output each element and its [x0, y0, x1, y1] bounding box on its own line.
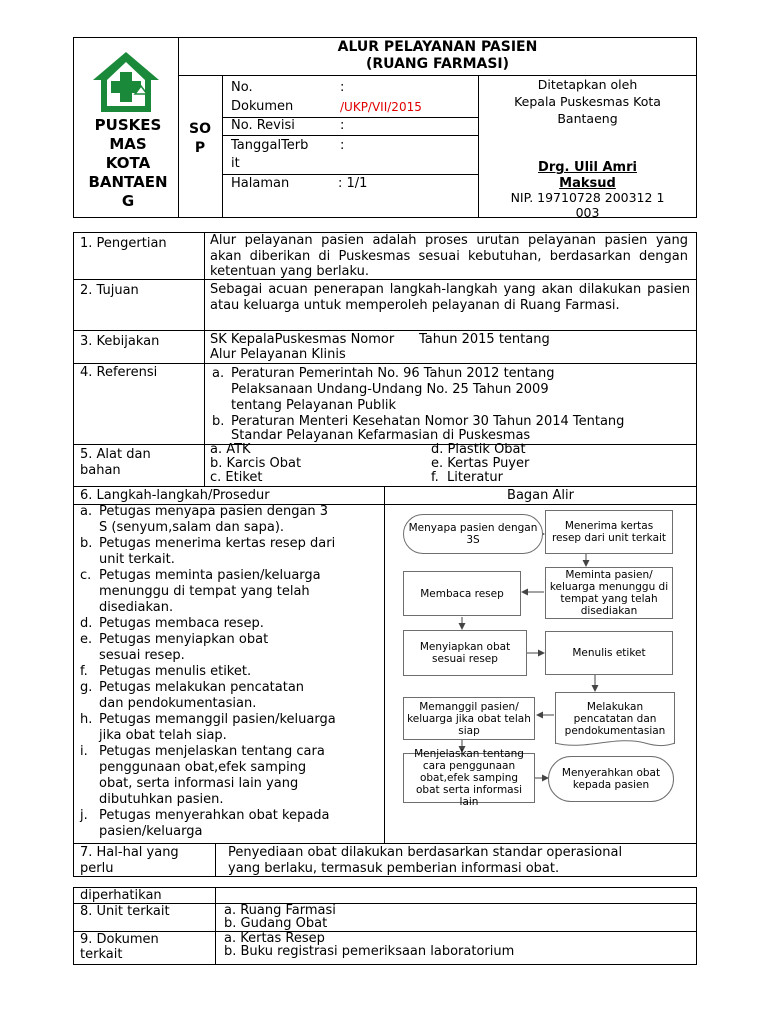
- referensi-b-marker: b.: [212, 414, 225, 429]
- field-halaman-value: : 1/1: [338, 176, 368, 191]
- step-d: d. Petugas membaca resep.: [80, 616, 264, 631]
- flow-node-membaca: Membaca resep: [403, 571, 521, 616]
- field-halaman-label: Halaman: [231, 176, 290, 191]
- referensi-a-marker: a.: [212, 366, 225, 381]
- flow-node-menyerahkan: Menyerahkan obat kepada pasien: [548, 756, 674, 802]
- section-hal-label-2: perlu: [80, 861, 114, 876]
- flow-node-menulis: Menulis etiket: [545, 631, 673, 675]
- alat-item-b: b. Karcis Obat: [210, 456, 302, 471]
- alat-item-d: d. Plastik Obat: [431, 442, 526, 457]
- section-kebijakan-line2: Alur Pelayanan Klinis: [210, 347, 346, 362]
- step-e: e. Petugas menyiapkan obat sesuai resep.: [80, 632, 269, 663]
- section-alat-label-2: bahan: [80, 463, 121, 478]
- org-name: PUSKES MAS KOTA BANTAEN G: [88, 116, 168, 210]
- step-a: a. Petugas menyapa pasien dengan 3 S (senyum,salam dan sapa).: [80, 504, 329, 535]
- section-referensi-label: 4. Referensi: [80, 365, 158, 380]
- unit-terkait-item-a: a. Ruang Farmasi: [224, 903, 336, 918]
- dokumen-terkait-label-2: terkait: [80, 947, 123, 962]
- field-revisi-label: No. Revisi: [231, 118, 295, 133]
- flow-node-memanggil: Memanggil pasien/ keluarga jika obat telah siap: [403, 697, 535, 740]
- flow-node-menyiapkan: Menyiapkan obat sesuai resep: [403, 630, 527, 676]
- dokumen-terkait-item-b: b. Buku registrasi pemeriksaan laboratorium: [224, 944, 515, 959]
- dokumen-terkait-label-1: 9. Dokumen: [80, 932, 159, 947]
- flow-node-menjelaskan: Menjelaskan tentang cara penggunaan obat,efek samping obat serta informasi lain: [403, 753, 535, 803]
- page2-continued-label: diperhatikan: [80, 888, 162, 903]
- alat-item-c: c. Etiket: [210, 470, 263, 485]
- flow-node-menerima: Menerima kertas resep dari unit terkait: [545, 510, 673, 554]
- section-kebijakan-label: 3. Kebijakan: [80, 334, 160, 349]
- flow-node-menyapa: Menyapa pasien dengan 3S: [403, 514, 543, 554]
- procedure-steps: [80, 504, 380, 840]
- field-dokumen-value: /UKP/VII/2015: [340, 100, 422, 114]
- section-langkah-header: 6. Langkah-langkah/Prosedur: [80, 488, 270, 503]
- puskesmas-logo-icon: [91, 50, 161, 114]
- field-tanggal-label-cont: it: [231, 156, 240, 171]
- referensi-a-line2: Pelaksanaan Undang-Undang No. 25 Tahun 2009: [231, 382, 549, 397]
- dokumen-terkait-item-a: a. Kertas Resep: [224, 931, 325, 946]
- field-no-label: No.: [231, 80, 253, 95]
- field-tanggal-value: :: [340, 138, 345, 153]
- section-pengertian-label: 1. Pengertian: [80, 236, 167, 251]
- flow-node-meminta: Meminta pasien/ keluarga menunggu di tempat yang telah disediakan: [545, 567, 673, 619]
- field-dokumen-label: Dokumen: [231, 99, 294, 114]
- referensi-a-line1: Peraturan Pemerintah No. 96 Tahun 2012 tentang: [231, 366, 555, 381]
- section-hal-text-1: Penyediaan obat dilakukan berdasarkan standar operasional: [228, 845, 623, 860]
- section-tujuan-text: Sebagai acuan penerapan langkah-langkah yang akan dilakukan pasien atau keluarga untuk memperoleh pelayanan di Ruang Farmasi.: [210, 282, 690, 313]
- section-kebijakan-line1: SK KepalaPuskesmas Nomor Tahun 2015 tentang: [210, 332, 550, 347]
- flow-node-melakukan: Melakukan pencatatan dan pendokumentasian: [555, 692, 675, 744]
- section-hal-label-1: 7. Hal-hal yang: [80, 845, 179, 860]
- flow-header: Bagan Alir: [507, 488, 574, 503]
- step-g: g. Petugas melakukan pencatatan dan pendokumentasian.: [80, 680, 305, 711]
- referensi-b-line2: Standar Pelayanan Kefarmasian di Puskesmas: [231, 428, 531, 443]
- alat-item-a: a. ATK: [210, 442, 251, 457]
- step-i: i. Petugas menjelaskan tentang cara penggunaan obat,efek samping obat, serta informasi lain yang dibutuhkan pasien.: [80, 744, 325, 807]
- field-revisi-value: :: [340, 118, 345, 133]
- approval-block: Ditetapkan oleh Kepala Puskesmas Kota Bantaeng: [514, 77, 661, 126]
- step-j: j. Petugas menyerahkan obat kepada pasien/keluarga: [80, 808, 330, 839]
- unit-terkait-label: 8. Unit terkait: [80, 904, 170, 919]
- referensi-a-line3: tentang Pelayanan Publik: [231, 398, 397, 413]
- section-pengertian-text: Alur pelayanan pasien adalah proses urutan pelayanan pasien yang akan diberikan di Puskesmas sesuai kebutuhan, berdasarkan dengan ketentuan yang berlaku.: [210, 233, 688, 279]
- alat-item-e: e. Kertas Puyer: [431, 456, 530, 471]
- alat-item-f: f. Literatur: [431, 470, 503, 485]
- signer-name: Drg. Ulil Amri Maksud: [538, 160, 637, 191]
- referensi-b-line1: Peraturan Menteri Kesehatan Nomor 30 Tahun 2014 Tentang: [231, 414, 625, 429]
- flow-node-melakukan-wave: [555, 739, 675, 749]
- signer-nip: NIP. 19710728 200312 1 003: [510, 190, 665, 220]
- step-f: f. Petugas menulis etiket.: [80, 664, 252, 679]
- field-tanggal-label: TanggalTerb: [231, 138, 309, 153]
- section-tujuan-label: 2. Tujuan: [80, 283, 139, 298]
- step-c: c. Petugas meminta pasien/keluarga menunggu di tempat yang telah disediakan.: [80, 568, 321, 615]
- step-b: b. Petugas menerima kertas resep dari unit terkait.: [80, 536, 336, 567]
- step-h: h. Petugas memanggil pasien/keluarga jika obat telah siap.: [80, 712, 336, 743]
- doc-title: ALUR PELAYANAN PASIEN (RUANG FARMASI): [337, 39, 538, 72]
- sop-label: SO P: [189, 121, 211, 156]
- field-no-value: :: [340, 80, 345, 95]
- unit-terkait-item-b: b. Gudang Obat: [224, 916, 328, 931]
- section-hal-text-2: yang berlaku, termasuk pemberian informasi obat.: [228, 861, 560, 876]
- section-alat-label-1: 5. Alat dan: [80, 447, 151, 462]
